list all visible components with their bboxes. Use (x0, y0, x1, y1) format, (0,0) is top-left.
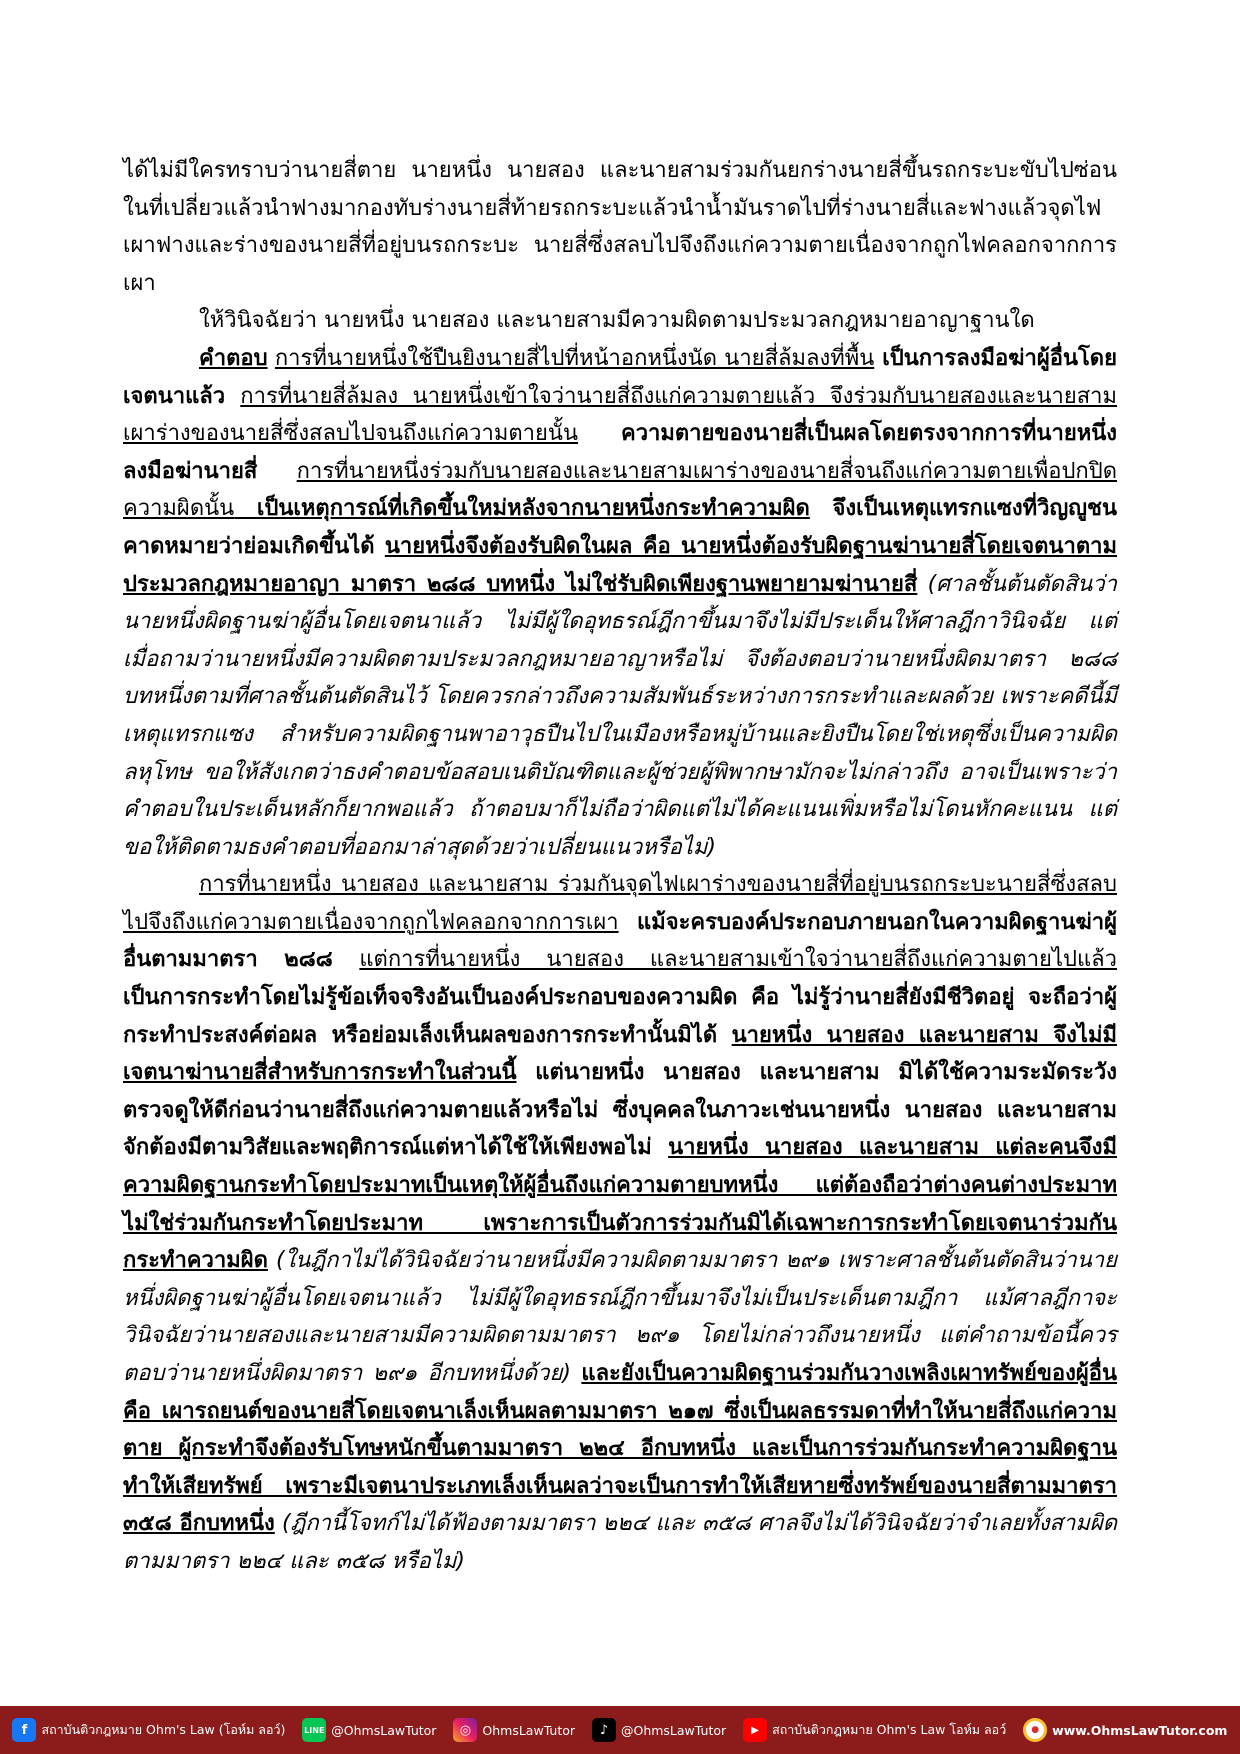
instagram-icon: ◎ (453, 1718, 477, 1742)
line-icon: LINE (302, 1718, 326, 1742)
footer-facebook[interactable]: f สถาบันติวกฎหมาย Ohm's Law (โอห์ม ลอว์) (12, 1718, 285, 1742)
footer-instagram[interactable]: ◎ OhmsLawTutor (453, 1718, 575, 1742)
footer-line[interactable]: LINE @OhmsLawTutor (302, 1718, 436, 1742)
footer-website[interactable]: ● www.OhmsLawTutor.com (1023, 1718, 1227, 1742)
chrome-icon: ● (1023, 1718, 1047, 1742)
answer-paragraph-1: คำตอบ การที่นายหนึ่งใช้ปืนยิงนายสี่ไปที่หน้าอกหนึ่งนัด นายสี่ล้มลงที่พื้น เป็นการลงมือฆ่าผู้อื่นโดยเจตนาแล้ว การที่นายสี่ล้มลง นายหนึ่งเข้าใจว่านายสี่ถึงแก่ความตายแล้ว จึงร่วมกับนายสองและนายสามเผาร่างของนายสี่ซึ่งสลบไปจนถึงแก่ความตายนั้น ความตายของนายสี่เป็นผลโดยตรงจากการที่นายหนึ่งลงมือฆ่านายสี่ การที่นายหนึ่งร่วมกับนายสองและนายสามเผาร่างของนายสี่จนถึงแก่ความตายเพื่อปกปิดความผิดนั้น เป็นเหตุการณ์ที่เกิดขึ้นใหม่หลังจากนายหนึ่งกระทำความผิด จึงเป็นเหตุแทรกแซงที่วิญญูชนคาดหมายว่าย่อมเกิดขึ้นได้ นายหนึ่งจึงต้องรับผิดในผล คือ นายหนึ่งต้องรับผิดฐานฆ่านายสี่โดยเจตนาตามประมวลกฎหมายอาญา มาตรา ๒๘๘ บทหนึ่ง ไม่ใช่รับผิดเพียงฐานพยายามฆ่านายสี่ (ศาลชั้นต้นตัดสินว่านายหนึ่งผิดฐานฆ่าผู้อื่นโดยเจตนาแล้ว ไม่มีผู้ใดอุทธรณ์ฎีกาขึ้นมาจึงไม่มีประเด็นให้ศาลฎีกาวินิจฉัย แต่เมื่อถามว่านายหนึ่งมีความผิดตามประมวลกฎหมายอาญาหรือไม่ จึงต้องตอบว่านายหนึ่งผิดมาตรา ๒๘๘ บทหนึ่งตามที่ศาลชั้นต้นตัดสินไว้ โดยควรกล่าวถึงความสัมพันธ์ระหว่างการกระทำและผลด้วย เพราะคดีนี้มีเหตุแทรกแซง สำหรับความผิดฐานพาอาวุธปืนไปในเมืองหรือหมู่บ้านและยิงปืนโดยใช่เหตุซึ่งเป็นความผิดลหุโทษ ขอให้สังเกตว่าธงคำตอบข้อสอบเนติบัณฑิตและผู้ช่วยผู้พิพากษามักจะไม่กล่าวถึง อาจเป็นเพราะว่าคำตอบในประเด็นหลักก็ยากพอแล้ว ถ้าตอบมาก็ไม่ถือว่าผิดแต่ไม่ได้คะแนนเพิ่มหรือไม่โดนหักคะแนน แต่ขอให้ติดตามธงคำตอบที่ออกมาล่าสุดด้วยว่าเปลี่ยนแนวหรือไม่) (123, 345, 1118, 860)
document-body (123, 152, 1117, 1581)
facts-paragraph: ได้ไม่มีใครทราบว่านายสี่ตาย นายหนึ่ง นายสอง และนายสามร่วมกันยกร่างนายสี่ขึ้นรถกระบะขับไปซ่อนในที่เปลี่ยวแล้วนำฟางมากองทับร่างนายสี่ท้ายรถกระบะแล้วนำน้ำมันราดไปที่ร่างนายสี่และฟางแล้วจุดไฟเผาฟางและร่างของนายสี่ที่อยู่บนรถกระบะ นายสี่ซึ่งสลบไปจึงถึงแก่ความตายเนื่องจากถูกไฟคลอกจากการเผา (123, 158, 1117, 296)
tiktok-icon: ♪ (592, 1718, 616, 1742)
footer-youtube[interactable]: ▶ สถาบันติวกฎหมาย Ohm's Law โอห์ม ลอว์ (743, 1718, 1006, 1742)
youtube-icon: ▶ (743, 1718, 767, 1742)
answer-label: คำตอบ (199, 345, 268, 371)
facebook-icon: f (12, 1718, 36, 1742)
footer-tiktok[interactable]: ♪ @OhmsLawTutor (592, 1718, 726, 1742)
question-paragraph: ให้วินิจฉัยว่า นายหนึ่ง นายสอง และนายสามมีความผิดตามประมวลกฎหมายอาญาฐานใด (199, 308, 1035, 334)
answer-paragraph-2: การที่นายหนึ่ง นายสอง และนายสาม ร่วมกันจุดไฟเผาร่างของนายสี่ที่อยู่บนรถกระบะนายสี่ซึ่งสลบไปจึงถึงแก่ความตายเนื่องจากถูกไฟคลอกจากการเผา แม้จะครบองค์ประกอบภายนอกในความผิดฐานฆ่าผู้อื่นตามมาตรา ๒๘๘ แต่การที่นายหนึ่ง นายสอง และนายสามเข้าใจว่านายสี่ถึงแก่ความตายไปแล้ว เป็นการกระทำโดยไม่รู้ข้อเท็จจริงอันเป็นองค์ประกอบของความผิด คือ ไม่รู้ว่านายสี่ยังมีชีวิตอยู่ จะถือว่าผู้กระทำประสงค์ต่อผล หรือย่อมเล็งเห็นผลของการกระทำนั้นมิได้ นายหนึ่ง นายสอง และนายสาม จึงไม่มีเจตนาฆ่านายสี่สำหรับการกระทำในส่วนนี้ แต่นายหนึ่ง นายสอง และนายสาม มิได้ใช้ความระมัดระวังตรวจดูให้ดีก่อนว่านายสี่ถึงแก่ความตายแล้วหรือไม่ ซึ่งบุคคลในภาวะเช่นนายหนึ่ง นายสอง และนายสาม จักต้องมีตามวิสัยและพฤติการณ์แต่หาได้ใช้ให้เพียงพอไม่ นายหนึ่ง นายสอง และนายสาม แต่ละคนจึงมีความผิดฐานกระทำโดยประมาทเป็นเหตุให้ผู้อื่นถึงแก่ความตายบทหนึ่ง แต่ต้องถือว่าต่างคนต่างประมาทไม่ใช่ร่วมกันกระทำโดยประมาท เพราะการเป็นตัวการร่วมกันมิได้เฉพาะการกระทำโดยเจตนาร่วมกันกระทำความผิด (ในฎีกาไม่ได้วินิจฉัยว่านายหนึ่งมีความผิดตามมาตรา ๒๙๑ เพราะศาลชั้นต้นตัดสินว่านายหนึ่งผิดฐานฆ่าผู้อื่นโดยเจตนาแล้ว ไม่มีผู้ใดอุทธรณ์ฎีกาขึ้นมาจึงไม่เป็นประเด็นตามฎีกา แม้ศาลฎีกาจะวินิจฉัยว่านายสองและนายสามมีความผิดตามมาตรา ๒๙๑ โดยไม่กล่าวถึงนายหนึ่ง แต่คำถามข้อนี้ควรตอบว่านายหนึ่งผิดมาตรา ๒๙๑ อีกบทหนึ่งด้วย) และยังเป็นความผิดฐานร่วมกันวางเพลิงเผาทรัพย์ของผู้อื่น คือ เผารถยนต์ของนายสี่โดยเจตนาเล็งเห็นผลตามมาตรา ๒๑๗ ซึ่งเป็นผลธรรมดาที่ทำให้นายสี่ถึงแก่ความตาย ผู้กระทำจึงต้องรับโทษหนักขึ้นตามมาตรา ๒๒๔ อีกบทหนึ่ง และเป็นการร่วมกันกระทำความผิดฐานทำให้เสียทรัพย์ เพราะมีเจตนาประเภทเล็งเห็นผลว่าจะเป็นการทำให้เสียหายซึ่งทรัพย์ของนายสี่ตามมาตรา ๓๕๘ อีกบทหนึ่ง (ฎีกานี้โจทก์ไม่ได้ฟ้องตามมาตรา ๒๒๔ และ ๓๕๘ ศาลจึงไม่ได้วินิจฉัยว่าจำเลยทั้งสามผิดตามมาตรา ๒๒๔ และ ๓๕๘ หรือไม่) (123, 872, 1117, 1574)
footer-bar (0, 1706, 1240, 1754)
